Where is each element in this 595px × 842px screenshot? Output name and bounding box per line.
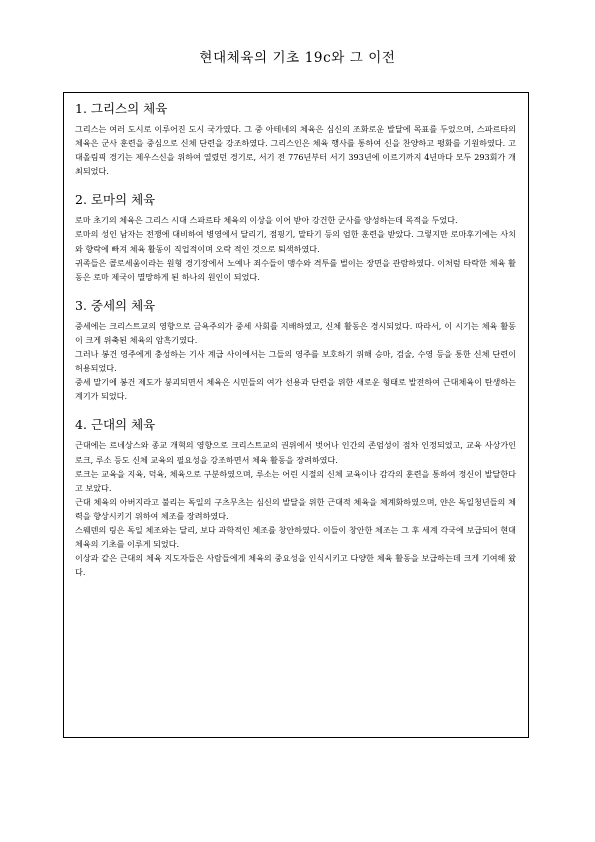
content-box	[63, 92, 529, 738]
section-heading: 4. 근대의 체육	[75, 417, 156, 433]
section-paragraph: 스웨덴의 링은 독일 체조와는 달리, 보다 과학적인 체조를 창안하였다. 이들이 창안한 체조는 그 후 세계 각국에 보급되어 현대 체육의 기초를 이루게 되었다.	[75, 524, 516, 550]
section-paragraph: 그리스는 여러 도시로 이루어진 도시 국가였다. 그 중 아테네의 체육은 심신의 조화로운 발달에 목표를 두었으며, 스파르타의 체육은 군사 훈련을 중심으로 신체 단련을 강조하였다. 그리스인은 체육 행사를 통하여 신을 찬양하고 평화를 기원하였다. 고대올림픽 경기는 제우스신을 위하여 열렸던 경기로, 서기 전 776년부터 서기 393년에 이르기까지 4년마다 모두 293회가 개최되었다.	[75, 124, 516, 177]
section-middle-ages	[75, 298, 516, 404]
section-paragraph: 이상과 같은 근대의 체육 지도자들은 사람들에게 체육의 중요성을 인식시키고 다양한 체육 활동을 보급하는데 크게 기여해 왔다.	[75, 553, 516, 578]
section-paragraph: 로크는 교육을 지육, 덕육, 체육으로 구분하였으며, 루소는 어린 시절의 신체 교육이나 감각의 훈련을 통하여 정신이 발달한다고 보았다.	[75, 468, 516, 493]
section-paragraph: 로마 초기의 체육은 그리스 시대 스파르타 체육의 이상을 이어 받아 강건한 군사를 양성하는데 목적을 두었다.	[75, 215, 458, 226]
page-title: 현대체육의 기초 19c와 그 이전	[199, 50, 396, 66]
section-paragraph: 중세에는 크리스트교의 영향으로 금욕주의가 중세 사회를 지배하였고, 신체 활동은 경시되었다. 따라서, 이 시기는 체육 활동이 크게 위축된 체육의 암흑기였다.	[75, 320, 516, 345]
section-greece	[75, 101, 516, 178]
section-modern	[75, 417, 516, 579]
section-heading: 2. 로마의 체육	[75, 192, 156, 208]
section-paragraph: 근대 체육의 아버지라고 불리는 독일의 구츠무츠는 심신의 발달을 위한 근대적 체육을 체계화하였으며, 얀은 독일청년들의 체력을 향상시키기 위하여 체조를 장려하였다.	[75, 496, 516, 521]
section-rome	[75, 192, 516, 283]
section-heading: 1. 그리스의 체육	[75, 101, 168, 116]
section-paragraph: 근대에는 르네상스와 종교 개혁의 영향으로 크리스트교의 권위에서 벗어나 인간의 존엄성이 점차 인정되었고, 교육 사상가인 로크, 루소 등도 신체 교육의 필요성을 강조하면서 체육 활동을 장려하였다.	[75, 440, 516, 465]
section-paragraph: 귀족들은 콜로세움이라는 원형 경기장에서 노예나 죄수들이 맹수와 격투를 벌이는 장면을 관람하였다. 이처럼 타락한 체육 활동은 로마 제국이 멸망하게 된 하나의 원인이 되었다.	[75, 257, 516, 282]
section-paragraph: 중세 말기에 봉건 제도가 붕괴되면서 체육은 시민들의 여가 선용과 단련을 위한 새로운 형태로 발전하여 근대체육이 탄생하는 계기가 되었다.	[75, 377, 516, 402]
section-paragraph: 로마의 성인 남자는 전쟁에 대비하여 병영에서 달리기, 점핑기, 말타기 등의 엄한 훈련을 받았다. 그렇지만 로마후기에는 사치와 향락에 빠져 체육 활동이 직업적이며 오락 적인 것으로 퇴색하였다.	[75, 229, 516, 254]
section-heading: 3. 중세의 체육	[75, 297, 156, 313]
section-paragraph: 그러나 봉건 영주에게 충성하는 기사 계급 사이에서는 그들의 영주를 보호하기 위해 승마, 검술, 수영 등을 통한 신체 단련이 허용되었다.	[75, 349, 516, 374]
